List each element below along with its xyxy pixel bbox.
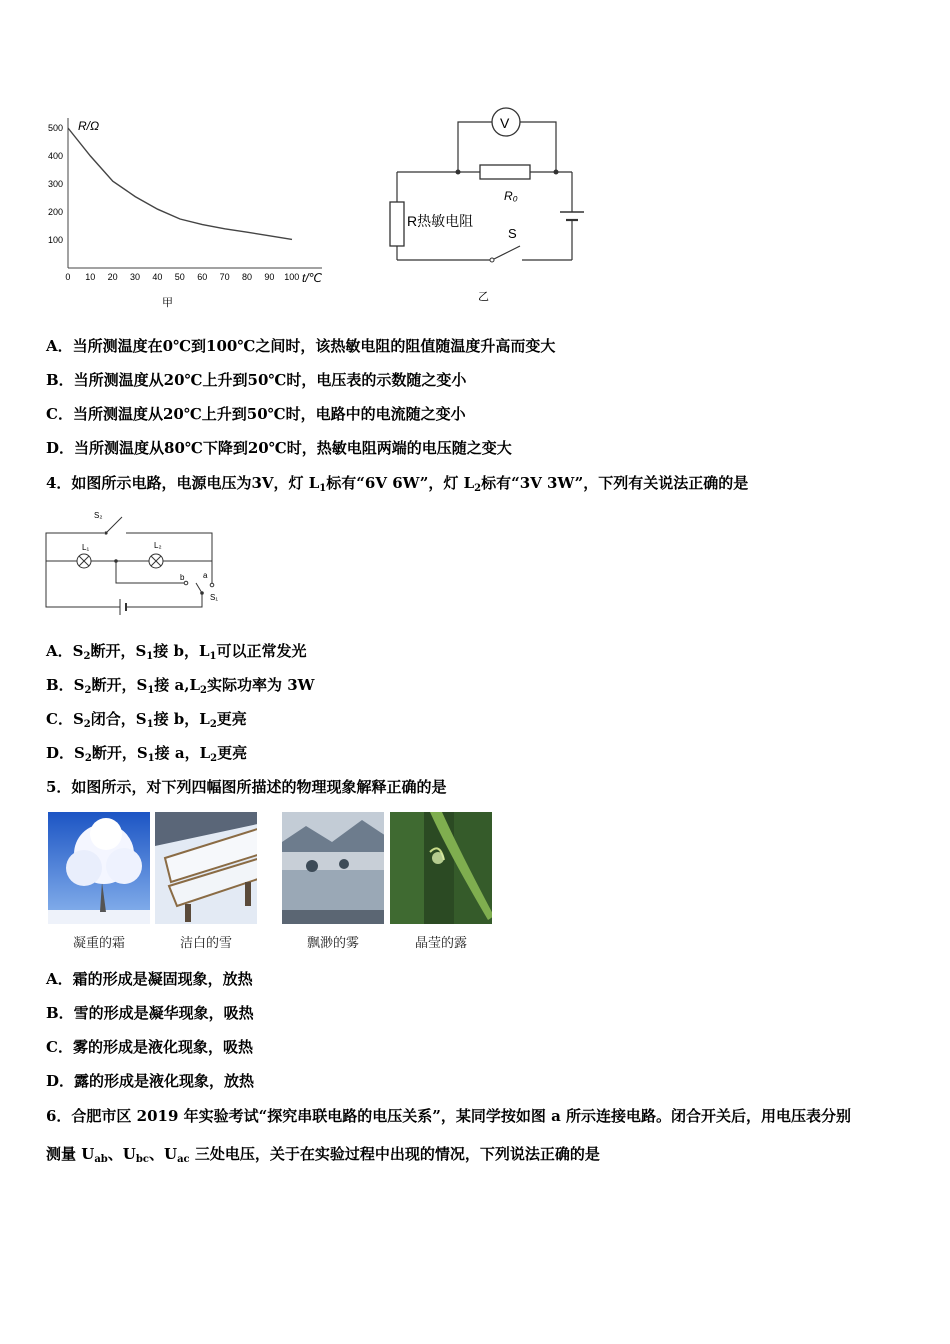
x-tick-label: 20 xyxy=(107,272,118,282)
snow-bench-photo xyxy=(155,812,257,924)
x-tick-label: 70 xyxy=(219,272,230,282)
resistor-r0 xyxy=(480,165,530,179)
switch-s2 xyxy=(106,517,122,533)
q3-option-d: D．当所测温度从80℃下降到20℃时，热敏电阻两端的电压随之变大 xyxy=(46,439,512,457)
q6-stem-line2: 测量 $U_{ab}$、$U_{bc}$、$U_{ac}$ 三处电压，关于在实验过程中出现的情况，下列说法正确的是 xyxy=(46,1145,600,1165)
s2-label: S₂ xyxy=(94,511,103,520)
x-tick-label: 90 xyxy=(264,272,275,282)
lamp-circuit-diagram xyxy=(40,505,230,615)
voltmeter-label: V xyxy=(500,115,510,131)
fog-lake-photo xyxy=(282,812,384,924)
q6-stem-line1: 6．合肥市区 2019 年实验考试“探究串联电路的电压关系”，某同学按如图 a 所示连接电路。闭合开关后，用电压表分别 xyxy=(46,1107,852,1125)
r0-label: R₀ xyxy=(504,189,518,203)
q5-stem: 5．如图所示，对下列四幅图所描述的物理现象解释正确的是 xyxy=(46,778,447,796)
circuit-caption: 乙 xyxy=(478,291,489,303)
y-tick-label: 500 xyxy=(48,123,64,133)
frost-caption: 凝重的霜 xyxy=(72,936,125,951)
switch-s xyxy=(494,246,520,259)
q3-option-b: B．当所测温度从20℃上升到50℃时，电压表的示数随之变小 xyxy=(46,371,467,389)
q4-option-d: D．$S_2$断开，$S_1$接 a，$L_2$更亮 xyxy=(46,744,248,764)
x-tick-label: 30 xyxy=(130,272,141,282)
q4-option-b: B．$S_2$断开，$S_1$接 $a,L_2$实际功率为 3W xyxy=(46,676,315,696)
resistance-curve xyxy=(68,128,292,239)
dew-leaf-photo xyxy=(390,812,492,924)
switch-s1 xyxy=(196,583,202,593)
s1-label: S₁ xyxy=(210,593,219,602)
graph-caption: 甲 xyxy=(162,297,173,309)
y-tick-label: 300 xyxy=(48,179,64,189)
x-tick-label: 50 xyxy=(174,272,185,282)
y-tick-label: 200 xyxy=(48,207,64,217)
x-tick-label: 10 xyxy=(85,272,96,282)
l2-label: L₂ xyxy=(154,541,162,550)
x-tick-label: 0 xyxy=(65,272,71,282)
q5-option-a: A．霜的形成是凝固现象，放热 xyxy=(46,970,253,988)
y-axis-label: R/Ω xyxy=(78,119,100,133)
q3-option-c: C．当所测温度从20℃上升到50℃时，电路中的电流随之变小 xyxy=(46,405,466,423)
l1-label: L₁ xyxy=(82,543,90,552)
resistance-temperature-graph xyxy=(40,110,340,310)
x-axis-label: t/℃ xyxy=(302,271,323,285)
terminal-a-label: a xyxy=(203,571,208,580)
q5-option-d: D．露的形成是液化现象，放热 xyxy=(46,1072,255,1090)
q4-option-c: C．$S_2$闭合，$S_1$接 b，$L_2$更亮 xyxy=(46,710,247,730)
thermistor xyxy=(390,202,404,246)
y-tick-label: 400 xyxy=(48,151,64,161)
thermistor-circuit-diagram xyxy=(380,100,600,310)
switch-label: S xyxy=(508,226,517,241)
q3-option-a: A．当所测温度在0℃到100℃之间时，该热敏电阻的阻值随温度升高而变大 xyxy=(46,337,556,355)
x-tick-label: 80 xyxy=(242,272,253,282)
x-tick-label: 40 xyxy=(152,272,163,282)
x-tick-label: 60 xyxy=(197,272,208,282)
q5-option-c: C．雾的形成是液化现象，吸热 xyxy=(46,1038,253,1056)
thermistor-label: R热敏电阻 xyxy=(407,213,474,229)
q4-option-a: A．$S_2$断开，$S_1$接 b，$L_1$可以正常发光 xyxy=(46,642,307,662)
y-tick-label: 100 xyxy=(48,235,64,245)
fog-caption: 飘渺的雾 xyxy=(306,936,359,951)
snow-caption: 洁白的雪 xyxy=(179,936,232,951)
x-tick-label: 100 xyxy=(284,272,300,282)
terminal-b-label: b xyxy=(180,573,185,582)
frost-photo xyxy=(48,812,150,924)
q4-stem: 4．如图所示电路，电源电压为3V，灯 $L_1$标有“6V 6W”，灯 $L_2$标有“3V 3W”，下列有关说法正确的是 xyxy=(46,474,749,494)
dew-caption: 晶莹的露 xyxy=(414,936,467,951)
q5-option-b: B．雪的形成是凝华现象，吸热 xyxy=(46,1004,254,1022)
